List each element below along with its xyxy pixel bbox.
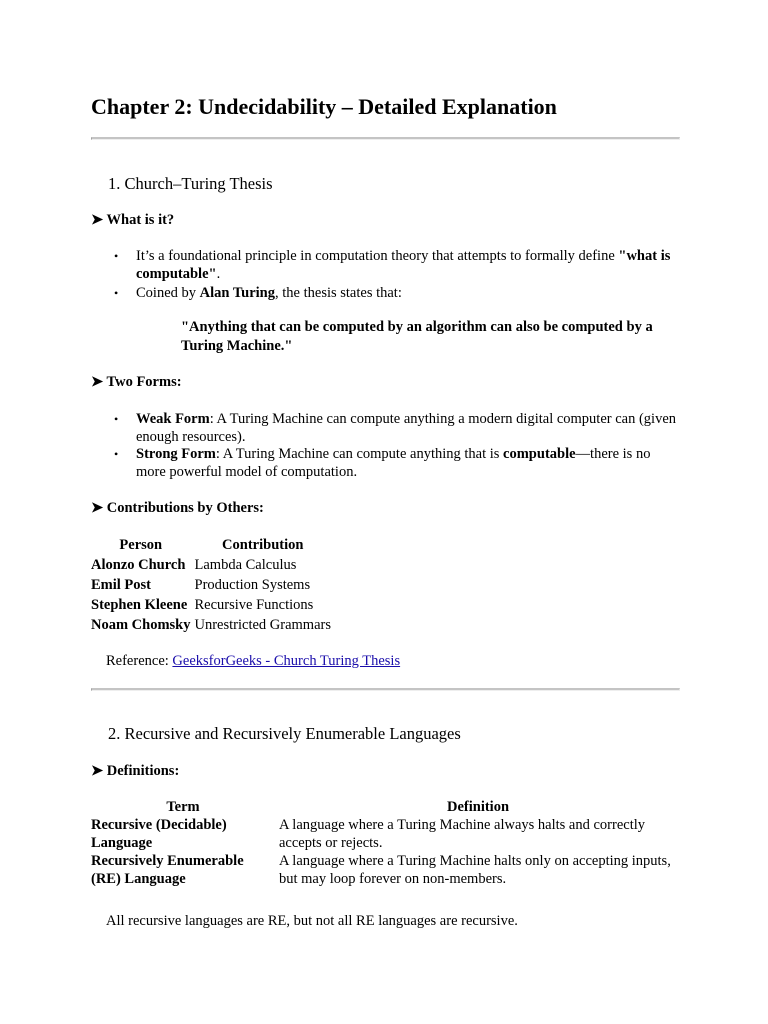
cell-person: Alonzo Church (91, 557, 186, 573)
divider (91, 688, 680, 691)
column-header-person: Person (119, 537, 163, 553)
cell-person: Stephen Kleene (91, 597, 188, 613)
bullet-icon: • (114, 286, 119, 300)
subheading-definitions: ➤ Definitions: (91, 763, 180, 779)
column-header-contribution: Contribution (222, 537, 304, 553)
note-text: All recursive languages are RE, but not all RE languages are recursive. (106, 913, 518, 929)
cell-contribution: Lambda Calculus (194, 557, 297, 573)
table-row (91, 555, 335, 575)
table-row (91, 816, 681, 852)
cell-definition: A language where a Turing Machine always halts and correctly accepts or rejects. (279, 817, 646, 851)
reference-link[interactable]: GeeksforGeeks - Church Turing Thesis (172, 653, 401, 669)
cell-term: Recursively Enumerable (RE) Language (91, 853, 244, 887)
column-header-term: Term (166, 799, 200, 815)
divider (91, 137, 680, 140)
list-item-weak-form: Weak Form: A Turing Machine can compute anything a modern digital computer can (given enough resources). (136, 411, 677, 445)
page-title: Chapter 2: Undecidability – Detailed Explanation (91, 94, 557, 119)
section-heading-church-turing: 1. Church–Turing Thesis (108, 174, 273, 193)
table-row (91, 615, 335, 635)
cell-person: Emil Post (91, 577, 152, 593)
subheading-contributions: ➤ Contributions by Others: (91, 500, 264, 516)
list-item-coined-by: Coined by Alan Turing, the thesis states that: (136, 285, 402, 301)
table-header-row (91, 535, 335, 555)
list-item-definition: It’s a foundational principle in computation theory that attempts to formally define "what is computable". (136, 248, 671, 282)
cell-person: Noam Chomsky (91, 617, 191, 633)
cell-definition: A language where a Turing Machine halts only on accepting inputs, but may loop forever on non-members. (279, 853, 671, 887)
reference-line: Reference: GeeksforGeeks - Church Turing Thesis (106, 653, 401, 669)
bullet-icon: • (114, 412, 119, 426)
subheading-what-is-it: ➤ What is it? (91, 212, 175, 228)
list-item-strong-form: Strong Form: A Turing Machine can compute anything that is computable—there is no more powerful model of computation. (136, 446, 651, 480)
column-header-definition: Definition (446, 799, 510, 815)
table-header-row (91, 798, 681, 816)
bullet-icon: • (114, 447, 119, 461)
thesis-quote: "Anything that can be computed by an algorithm can also be computed by a Turing Machine." (181, 319, 653, 354)
table-row (91, 575, 335, 595)
cell-term: Recursive (Decidable) Language (91, 817, 227, 851)
cell-contribution: Production Systems (194, 577, 311, 593)
definitions-table (91, 798, 681, 888)
section-heading-recursive-languages: 2. Recursive and Recursively Enumerable Languages (108, 724, 461, 743)
table-row (91, 852, 681, 888)
bullet-icon: • (114, 249, 119, 263)
table-row (91, 595, 335, 615)
cell-contribution: Unrestricted Grammars (194, 617, 331, 633)
cell-contribution: Recursive Functions (194, 597, 314, 613)
contributions-table (91, 535, 335, 635)
subheading-two-forms: ➤ Two Forms: (91, 374, 182, 390)
